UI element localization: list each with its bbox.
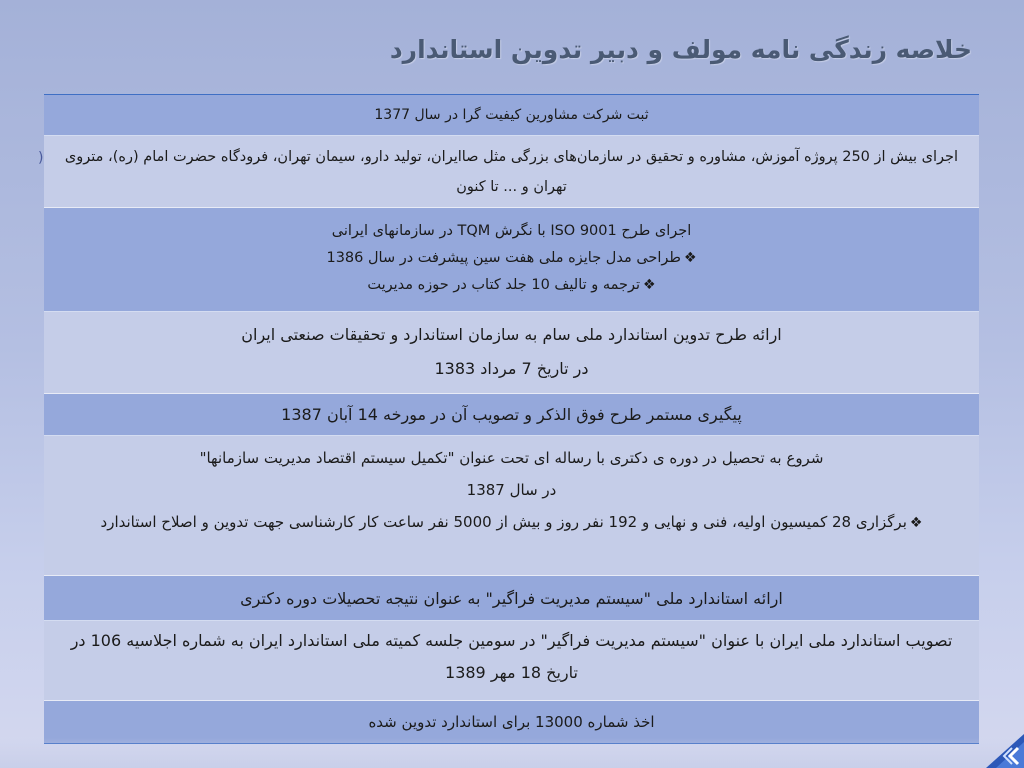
row-text: اجرای طرح ISO 9001 با نگرش TQM در سازمانهای ایرانی (331, 223, 692, 239)
row-text: اجرای بیش از 250 پروژه آموزش، مشاوره و تحقیق در سازمان‌های بزرگی مثل صاایران، تولید دارو، سیمان تهران، فرودگاه حضرت امام (ره)، متروی تهران و ... تا کنون (64, 149, 959, 195)
bullet-icon: ❖ (683, 250, 697, 266)
footer-band (0, 738, 1024, 768)
row-text: طراحی مدل جایزه ملی هفت سین پیشرفت در سال 1386 (326, 250, 681, 266)
bullet-icon: ❖ (643, 277, 656, 293)
bullet-icon: ❖ (909, 515, 923, 531)
table-row (44, 394, 979, 436)
corner-chevron-icon (960, 704, 1024, 768)
table-row (44, 208, 979, 312)
row-text: در تاریخ 7 مرداد 1383 (434, 359, 589, 378)
row-text: ثبت شرکت مشاورین کیفیت گرا در سال 1377 (374, 107, 649, 123)
row-text: ارائه استاندارد ملی "سیستم مدیریت فراگیر" به عنوان نتیجه تحصیلات دوره دکتری (240, 589, 783, 608)
row-text: ارائه طرح تدوین استاندارد ملی سام به سازمان استاندارد و تحقیقات صنعتی ایران (241, 325, 782, 344)
table-row (44, 576, 979, 621)
table-row (44, 312, 979, 394)
row-text: اخذ شماره 13000 برای استاندارد تدوین شده (368, 713, 655, 731)
table-row (44, 621, 979, 701)
row-text: ترجمه و تالیف 10 جلد کتاب در حوزه مدیریت (367, 277, 641, 293)
row-text: تصویب استاندارد ملی ایران با عنوان "سیستم مدیریت فراگیر" در سومین جلسه کمیته ملی استاندارد ایران به شماره اجلاسیه 106 در تاریخ 18 مهر 1389 (70, 631, 953, 682)
row-text: پیگیری مستمر طرح فوق الذکر و تصویب آن در مورخه 14 آبان 1387 (281, 405, 742, 424)
bullet-line (44, 245, 979, 272)
biography-table (44, 94, 979, 744)
row-text: شروع به تحصیل در دوره ی دکتری با رساله ای تحت عنوان "تکمیل سیستم اقتصاد مدیریت سازمانها" (199, 449, 824, 467)
slide-title: خلاصه زندگی نامه مولف و دبیر تدوین استاندارد (389, 35, 972, 64)
bullet-line (64, 506, 959, 539)
row-marker-icon: ) (38, 150, 44, 166)
bullet-line (44, 272, 979, 299)
table-row (44, 95, 979, 136)
table-row (44, 436, 979, 576)
row-text: برگزاری 28 کمیسیون اولیه، فنی و نهایی و 192 نفر روز و بیش از 5000 نفر ساعت کار کارشناسی جهت تدوین و اصلاح استاندارد (100, 513, 907, 531)
row-text: در سال 1387 (466, 481, 557, 499)
table-row (44, 136, 979, 208)
table-row (44, 701, 979, 743)
